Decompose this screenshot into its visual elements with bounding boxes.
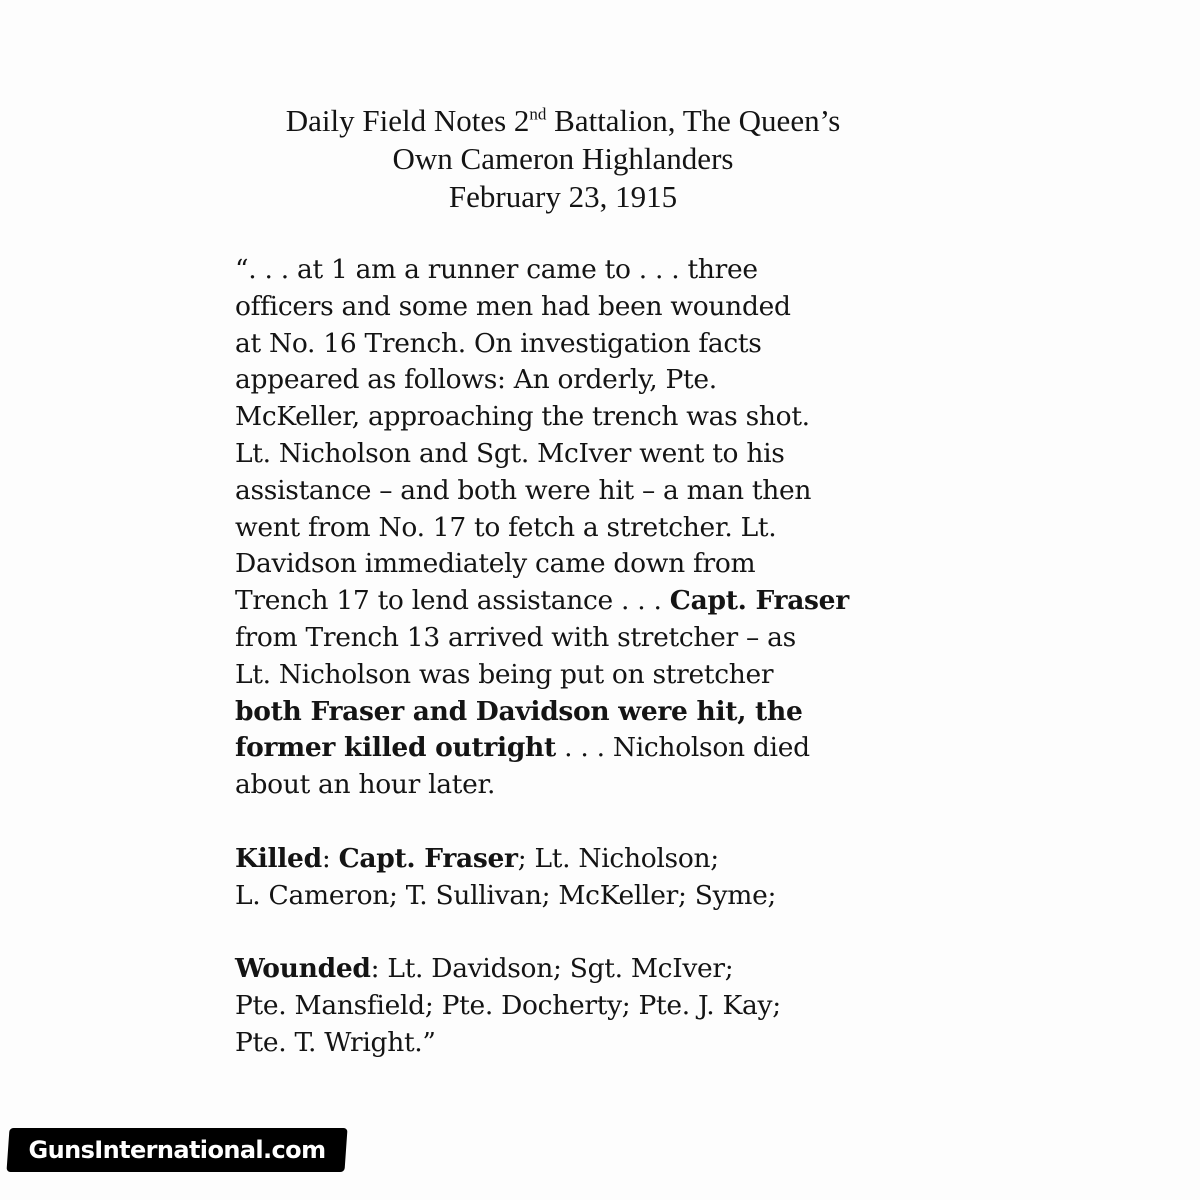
killed-label: Killed <box>235 842 322 874</box>
bold-name: Capt. Fraser <box>669 585 849 617</box>
body-line: assistance – and both were hit – a man then <box>235 474 812 506</box>
bold-phrase: former killed outright <box>235 732 556 764</box>
gunsinternational-watermark <box>6 1128 347 1172</box>
paragraph-gap <box>235 914 955 951</box>
body-line: former killed outright . . . Nicholson died <box>235 732 810 764</box>
ordinal-superscript: nd <box>529 104 547 124</box>
heading-date: February 23, 1915 <box>448 179 678 214</box>
body-line: about an hour later. <box>235 769 496 801</box>
body-line <box>235 694 955 731</box>
wounded-line-1: Wounded: Lt. Davidson; Sgt. McIver; <box>235 953 734 985</box>
body-line: Trench 17 to lend assistance . . . Capt. Fraser <box>235 585 849 617</box>
body-line: “. . . at 1 am a runner came to . . . three <box>235 254 758 285</box>
body-line: Lt. Nicholson and Sgt. McIver went to his <box>235 437 785 469</box>
body-line: Davidson immediately came down from <box>235 548 756 580</box>
killed-line-1: Killed: Capt. Fraser; Lt. Nicholson; <box>235 842 719 874</box>
body-line: officers and some men had been wounded <box>235 290 791 322</box>
killed-bold-name: Capt. Fraser <box>338 842 518 874</box>
body-line: went from No. 17 to fetch a stretcher. Lt. <box>235 511 777 543</box>
body-line: from Trench 13 arrived with stretcher – as <box>235 621 796 653</box>
body-line: at No. 16 Trench. On investigation facts <box>235 327 762 359</box>
field-notes-body <box>235 252 955 1062</box>
bold-phrase: both Fraser and Davidson were hit, the <box>235 695 803 727</box>
wounded-line-3: Pte. T. Wright.” <box>235 1026 436 1058</box>
paragraph-gap <box>235 804 955 841</box>
heading-line-2: Own Cameron Highlanders <box>392 141 734 176</box>
body-line: Lt. Nicholson was being put on stretcher <box>235 658 774 690</box>
body-line: appeared as follows: An orderly, Pte. <box>235 364 717 396</box>
body-line: McKeller, approaching the trench was shot. <box>235 401 810 433</box>
killed-line-2: L. Cameron; T. Sullivan; McKeller; Syme; <box>235 879 777 911</box>
heading-line-1: Daily Field Notes 2nd Battalion, The Queen’s <box>285 103 841 138</box>
watermark-text: GunsInternational.com <box>28 1136 326 1164</box>
wounded-line-2: Pte. Mansfield; Pte. Docherty; Pte. J. Kay; <box>235 989 781 1021</box>
wounded-label: Wounded <box>235 953 371 985</box>
document-heading <box>0 102 1126 216</box>
